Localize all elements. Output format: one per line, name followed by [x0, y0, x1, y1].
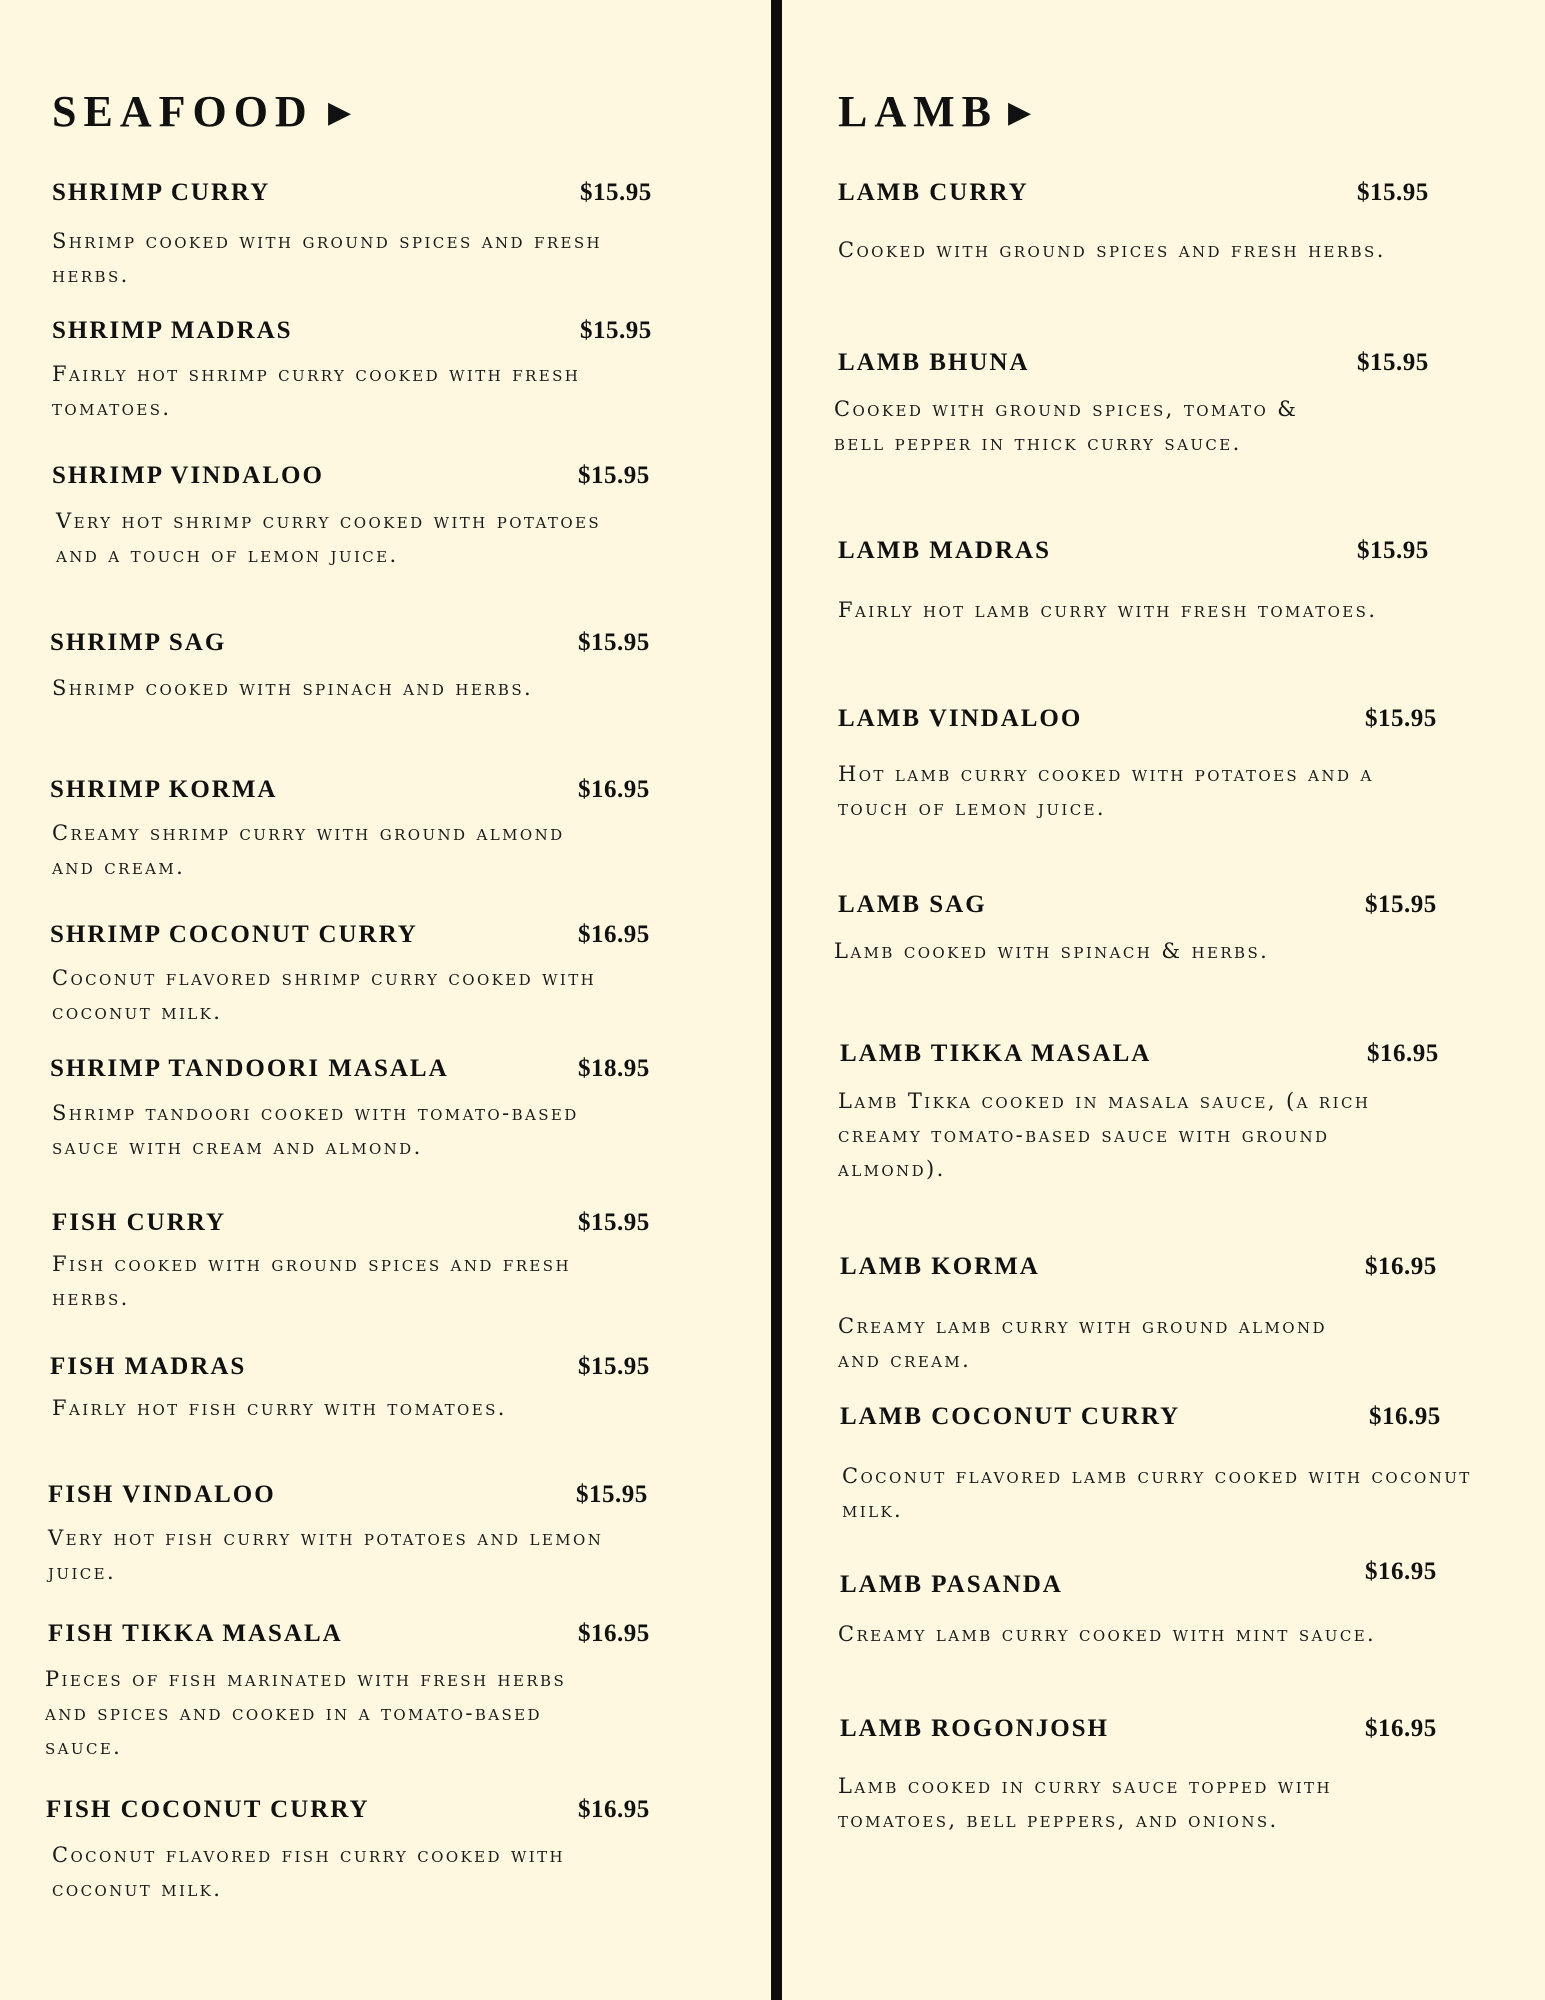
menu-item-description: Pieces of fish marinated with fresh herbs and spices and cooked in a tomato-based sauce. [45, 1667, 567, 1759]
menu-item-name: FISH CURRY [52, 1209, 226, 1236]
menu-item-price: $16.95 [1367, 1040, 1439, 1067]
menu-item-name: FISH TIKKA MASALA [48, 1620, 343, 1647]
menu-item-description: Coconut flavored lamb curry cooked with coconut milk. [842, 1464, 1472, 1522]
menu-item-price: $15.95 [578, 462, 650, 489]
menu-item-name: LAMB KORMA [840, 1253, 1040, 1280]
menu-item-description: Cooked with ground spices, tomato & bell pepper in thick curry sauce. [834, 397, 1299, 455]
menu-item-name: FISH COCONUT CURRY [46, 1796, 370, 1823]
menu-item-description: Fairly hot lamb curry with fresh tomatoes. [838, 598, 1378, 622]
menu-item-description: Creamy shrimp curry with ground almond and cream. [52, 821, 565, 879]
menu-item-description: Very hot shrimp curry cooked with potatoes and a touch of lemon juice. [56, 509, 602, 567]
menu-item-description: Shrimp tandoori cooked with tomato-based sauce with cream and almond. [52, 1101, 579, 1159]
menu-item-description: Creamy lamb curry with ground almond and cream. [838, 1314, 1327, 1372]
menu-item-description: Hot lamb curry cooked with potatoes and a touch of lemon juice. [838, 762, 1374, 820]
menu-item-name: LAMB VINDALOO [838, 705, 1083, 732]
menu-item-name: SHRIMP KORMA [50, 776, 278, 803]
menu-item-name: FISH VINDALOO [48, 1481, 276, 1508]
menu-item-description: Cooked with ground spices and fresh herbs. [838, 238, 1386, 262]
menu-item-price: $16.95 [578, 776, 650, 803]
menu-item-price: $15.95 [578, 629, 650, 656]
menu-item-name: SHRIMP COCONUT CURRY [50, 921, 418, 948]
menu-item-price: $15.95 [576, 1481, 648, 1508]
menu-item-price: $15.95 [1357, 179, 1429, 206]
menu-item-name: SHRIMP CURRY [52, 179, 271, 206]
menu-item-price: $15.95 [1365, 891, 1437, 918]
section-title: SEAFOOD [52, 87, 314, 136]
menu-item-price: $18.95 [578, 1055, 650, 1082]
menu-item-name: LAMB SAG [838, 891, 987, 918]
menu-item-name: SHRIMP TANDOORI MASALA [50, 1055, 449, 1082]
arrow-right-icon: ▶ [1008, 95, 1032, 130]
menu-item-description: Coconut flavored shrimp curry cooked with coconut milk. [52, 966, 597, 1024]
menu-item-price: $16.95 [1365, 1558, 1437, 1585]
menu-item-description: Creamy lamb curry cooked with mint sauce. [838, 1622, 1377, 1646]
menu-item-name: LAMB COCONUT CURRY [840, 1403, 1181, 1430]
section-title: LAMB [838, 87, 998, 136]
menu-item-price: $15.95 [1357, 349, 1429, 376]
menu-item-price: $16.95 [578, 1796, 650, 1823]
menu-item-description: Lamb Tikka cooked in masala sauce, (a rich creamy tomato-based sauce with ground almond). [838, 1089, 1371, 1181]
menu-item-name: LAMB BHUNA [838, 349, 1030, 376]
arrow-right-icon: ▶ [328, 95, 352, 130]
menu-item-price: $15.95 [1357, 537, 1429, 564]
menu-item-price: $16.95 [1369, 1403, 1441, 1430]
menu-item-name: LAMB CURRY [838, 179, 1029, 206]
column-divider [771, 0, 782, 2000]
menu-item-description: Very hot fish curry with potatoes and lemon juice. [48, 1526, 604, 1584]
menu-item-name: LAMB PASANDA [840, 1571, 1063, 1598]
menu-item-price: $15.95 [578, 1353, 650, 1380]
menu-item-price: $15.95 [580, 317, 652, 344]
menu-item-description: Fish cooked with ground spices and fresh herbs. [52, 1252, 571, 1310]
menu-item-price: $16.95 [578, 1620, 650, 1647]
menu-item-description: Shrimp cooked with ground spices and fresh herbs. [52, 229, 603, 287]
menu-item-price: $16.95 [1365, 1253, 1437, 1280]
menu-item-description: Lamb cooked in curry sauce topped with tomatoes, bell peppers, and onions. [838, 1774, 1332, 1832]
menu-item-price: $15.95 [580, 179, 652, 206]
menu-item-price: $15.95 [1365, 705, 1437, 732]
menu-item-price: $15.95 [578, 1209, 650, 1236]
menu-item-name: SHRIMP VINDALOO [52, 462, 324, 489]
menu-item-description: Fairly hot fish curry with tomatoes. [52, 1396, 507, 1420]
menu-item-price: $16.95 [578, 921, 650, 948]
menu-item-name: SHRIMP SAG [50, 629, 227, 656]
menu-item-name: SHRIMP MADRAS [52, 317, 293, 344]
menu-item-description: Coconut flavored fish curry cooked with coconut milk. [52, 1843, 565, 1901]
menu-item-name: LAMB ROGONJOSH [840, 1715, 1109, 1742]
menu-item-price: $16.95 [1365, 1715, 1437, 1742]
menu-item-description: Shrimp cooked with spinach and herbs. [52, 676, 534, 700]
menu-item-description: Fairly hot shrimp curry cooked with fresh tomatoes. [52, 362, 581, 420]
menu-item-name: LAMB MADRAS [838, 537, 1051, 564]
menu-item-description: Lamb cooked with spinach & herbs. [834, 939, 1270, 963]
menu-item-name: LAMB TIKKA MASALA [840, 1040, 1152, 1067]
menu-item-name: FISH MADRAS [50, 1353, 247, 1380]
